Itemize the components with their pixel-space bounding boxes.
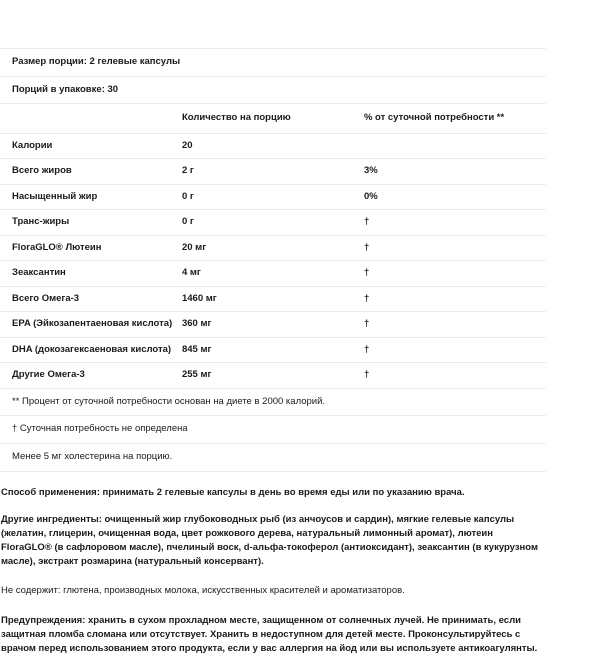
nutrient-amount: 20 <box>182 133 364 159</box>
warnings-text: Предупреждения: хранить в сухом прохладном месте, защищенном от солнечных лучей. Не принимать, если защитная пломба сломана или отсутствует. Хранить в недоступном для детей месте. Проконсультируйтесь с врачом перед использованием этого продукта, если у вас аллергия на йод или вы используете антикоагулянты. <box>0 614 546 655</box>
table-row <box>0 210 546 236</box>
nutrient-name: Транс-жиры <box>0 210 182 236</box>
nutrient-amount: 360 мг <box>182 312 364 338</box>
table-row <box>0 261 546 287</box>
serving-size-row <box>0 49 546 77</box>
nutrient-name: EPA (Эйкозапентаеновая кислота) <box>0 312 182 338</box>
nutrient-dv <box>364 133 546 159</box>
free-from-text: Не содержит: глютена, производных молока, искусственных красителей и ароматизаторов. <box>0 584 546 598</box>
table-row <box>0 363 546 389</box>
nutrient-dv: † <box>364 363 546 389</box>
directions-text: Способ применения: принимать 2 гелевые капсулы в день во время еды или по указанию врача. <box>0 486 546 500</box>
serving-size-text: Размер порции: 2 гелевые капсулы <box>0 49 546 77</box>
column-header-percent-daily-value: % от суточной потребности ** <box>364 104 546 134</box>
spacer <box>0 472 546 486</box>
column-header-name <box>0 104 182 134</box>
nutrient-name: FloraGLO® Лютеин <box>0 235 182 261</box>
table-row <box>0 312 546 338</box>
nutrient-dv: † <box>364 261 546 287</box>
table-row <box>0 337 546 363</box>
nutrient-dv: † <box>364 286 546 312</box>
table-row <box>0 133 546 159</box>
nutrient-amount: 845 мг <box>182 337 364 363</box>
spacer <box>0 568 546 584</box>
nutrient-dv: 3% <box>364 159 546 185</box>
nutrient-amount: 4 мг <box>182 261 364 287</box>
footnote-dv-not-established: † Суточная потребность не определена <box>0 416 546 444</box>
nutrient-name: Насыщенный жир <box>0 184 182 210</box>
nutrient-name: Всего Омега-3 <box>0 286 182 312</box>
label-notes <box>0 472 546 655</box>
nutrient-amount: 0 г <box>182 210 364 236</box>
footnote-cholesterol: Менее 5 мг холестерина на порцию. <box>0 443 546 471</box>
table-row <box>0 159 546 185</box>
supplement-facts-table <box>0 48 546 472</box>
table-row <box>0 184 546 210</box>
nutrient-name: Зеаксантин <box>0 261 182 287</box>
column-header-amount-per-serving: Количество на порцию <box>182 104 364 134</box>
nutrient-amount: 255 мг <box>182 363 364 389</box>
spacer <box>0 499 546 513</box>
table-body <box>0 49 546 472</box>
nutrient-name: DHA (докозагексаеновая кислота) <box>0 337 182 363</box>
footnote-row <box>0 416 546 444</box>
nutrient-dv: † <box>364 210 546 236</box>
nutrient-amount: 20 мг <box>182 235 364 261</box>
nutrient-dv: 0% <box>364 184 546 210</box>
nutrient-name: Другие Омега-3 <box>0 363 182 389</box>
nutrient-amount: 2 г <box>182 159 364 185</box>
footnote-row <box>0 443 546 471</box>
nutrient-dv: † <box>364 235 546 261</box>
nutrient-dv: † <box>364 312 546 338</box>
other-ingredients-text: Другие ингредиенты: очищенный жир глубоководных рыб (из анчоусов и сардин), мягкие гелевые капсулы (желатин, глицерин, очищенная вода, цвет рожкового дерева, натуральный лимонный аромат), лютеин FloraGLO® (в сафлоровом масле), пчелиный воск, d-альфа-токоферол (антиоксидант), зеаксантин (в кукурузном масле), экстракт розмарина (натуральный консервант). <box>0 513 546 568</box>
nutrient-amount: 1460 мг <box>182 286 364 312</box>
column-header-row <box>0 104 546 134</box>
footnote-daily-value-basis: ** Процент от суточной потребности основан на диете в 2000 калорий. <box>0 388 546 416</box>
table-row <box>0 235 546 261</box>
footnote-row <box>0 388 546 416</box>
nutrient-dv: † <box>364 337 546 363</box>
servings-per-container-text: Порций в упаковке: 30 <box>0 76 546 104</box>
table-row <box>0 286 546 312</box>
nutrient-amount: 0 г <box>182 184 364 210</box>
top-spacer <box>0 0 600 48</box>
servings-per-container-row <box>0 76 546 104</box>
nutrient-name: Всего жиров <box>0 159 182 185</box>
spacer <box>0 598 546 614</box>
nutrient-name: Калории <box>0 133 182 159</box>
